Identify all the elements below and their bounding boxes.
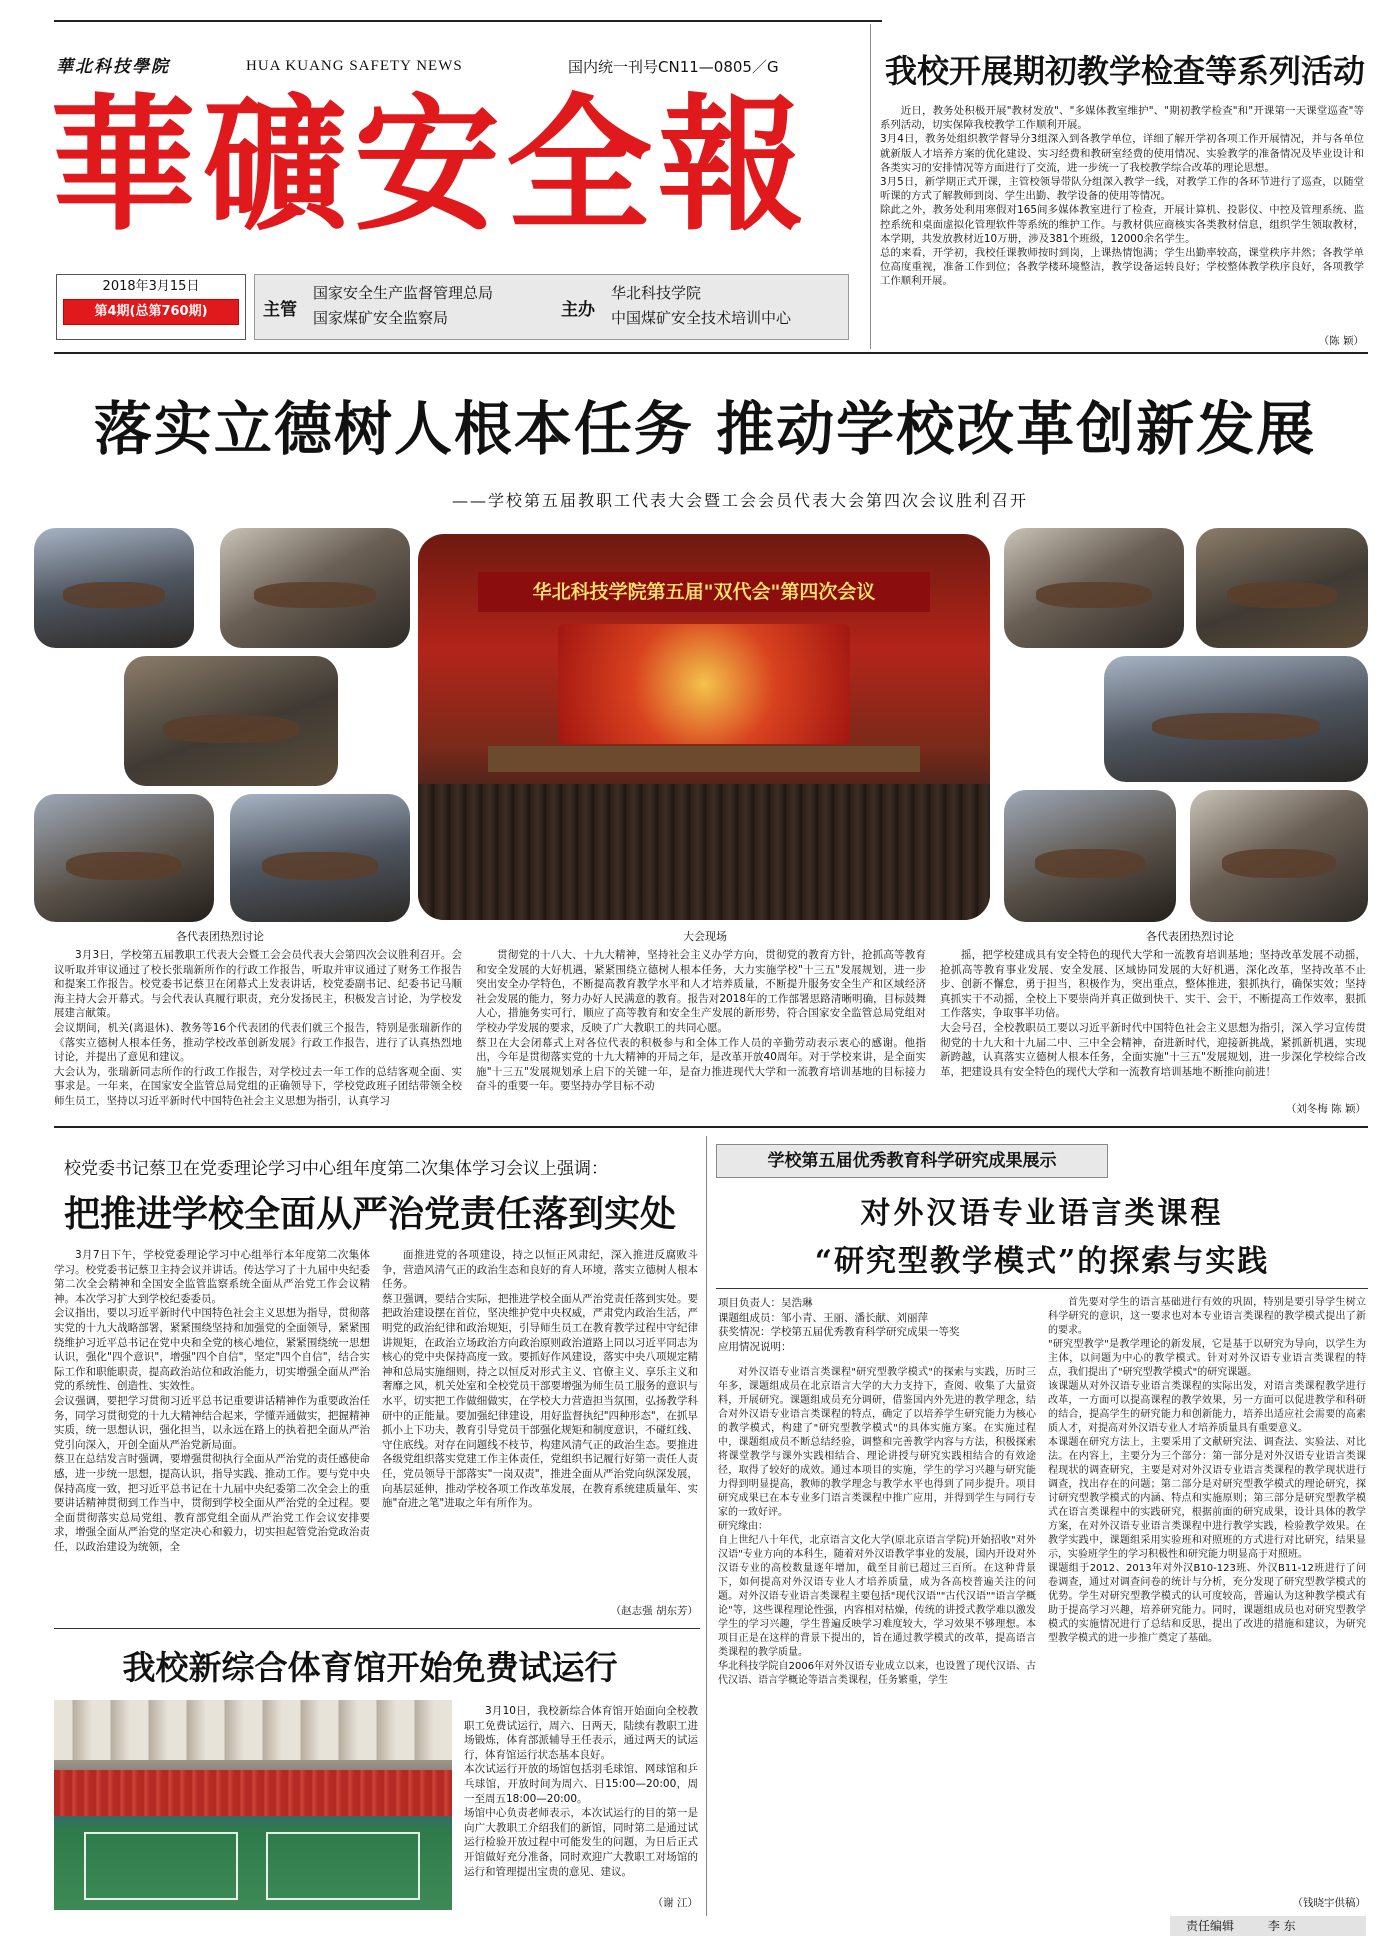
research-title-rule xyxy=(716,1288,1368,1289)
gym-article-headline: 我校新综合体育馆开始免费试运行 xyxy=(122,1648,618,1687)
sponsor-2: 中国煤矿安全技术培训中心 xyxy=(611,309,792,327)
party-article-col1: 3月7日下午，学校党委理论学习中心组举行本年度第二次集体学习。校党委书记蔡卫主持会议并讲话。传达学习了十九届中央纪委第二次全会精神和全国安全监管监察系统全面从严治党工作会议精神。本次学习扩大到学校纪委委员。 会议指出，要以习近平新时代中国特色社会主义思想为指导，贯彻落实党的十九大战略部署，紧紧围绕坚持和加强党的全面领导，紧紧围绕维护习近平总书记在党中央和全党的核心地位，紧紧围绕统一思想认识，强化"四个意识"，增强"四个自信"，坚定"四个自信"，结合实际工作和职能职责，提高政治站位和政治能力，切实增强全面从严治党的系统性、创造性、实效性。 会议强调，要把学习贯彻习近平总书记重要讲话精神作为重要政治任务，同学习贯彻党的十九大精神结合起来，学懂弄通做实，把握精神实质，统一思想认识，强化担当，以永远在路上的执着把全面从严治党引向深入，开创全面从严治党新局面。 蔡卫在总结发言时强调，要增强贯彻执行全面从严治党的责任感使命感，进一步统一思想，提高认识，指导实践、推动工作。要与党中央保持高度一致，把习近平总书记在十九届中央纪委第二次全会上的重要讲话精神贯彻到工作当中，贯彻到学校全面从严治党的全过程。要全面贯彻落实总局党组、教育部党组全面从严治党工作会议安排要求，增强全面从严治党的坚定决心和毅力，切实担起管党治党政治责任，以政治建设为统领，全 xyxy=(54,1249,370,1553)
masthead-title: 華礦安全報 xyxy=(50,81,810,251)
school-name: 華北科技學院 xyxy=(56,57,170,77)
delegation-photo-7 xyxy=(1196,528,1368,648)
meeting-article-col1: 3月3日，学校第五届教职工代表大会暨工会会员代表大会第四次会议胜利召开。会议听取并审议通过了校长张瑞新所作的行政工作报告，听取并审议通过了财务工作报告和提案工作报告。校党委书记蔡卫在闭幕式上发表讲话，校党委副书记、纪委书记马顺海主持大会开幕式。与会代表认真履行职责，充分发扬民主，积极发言讨论，为学校发展建言献策。 会议期间，机关(离退休)、教务等16个代表团的代表们就三个报告，特别是张瑞新作的《落实立德树人根本任务，推动学校改革创新发展》行政工作报告，进行了认真热烈地讨论，并提出了意见和建议。 大会认为，张瑞新同志所作的行政工作报告，对学校过去一年工作的总结客观全面、实事求是。一年来，在国家安全监管总局党组的正确领导下，学校党政班子团结带领全校师生员工，坚持以习近平新时代中国特色社会主义思想为指引，认真学习 xyxy=(54,949,462,1107)
stage-backdrop xyxy=(558,624,850,744)
sponsor-label: 主办 xyxy=(561,300,595,320)
publisher-box xyxy=(254,274,849,340)
stage-table xyxy=(488,746,920,772)
delegation-photo-4 xyxy=(34,794,214,922)
section-rule-1 xyxy=(54,352,1368,354)
party-article-rule xyxy=(54,1628,700,1629)
party-article-kicker: 校党委书记蔡卫在党委理论学习中心组年度第二次集体学习会议上强调： xyxy=(64,1159,608,1179)
supervisor-label: 主管 xyxy=(263,300,297,320)
lower-divider xyxy=(706,1136,707,1916)
main-assembly-photo xyxy=(418,534,990,920)
editor-name: 李 东 xyxy=(1267,1919,1296,1933)
caption-left: 各代表团热烈讨论 xyxy=(176,930,264,943)
meeting-article-col2: 贯彻党的十八大、十九大精神，坚持社会主义办学方向，贯彻党的教育方针，抢抓高等教育和安全发展的大好机遇，紧紧围绕立德树人根本任务，大力实施学校"十三五"发展规划，进一步突出安全办学特色，不断提高教育教学水平和人才培养质量，不断提升服务安全生产和区域经济社会发展的能力，努力办好人民满意的教育。报告对2018年的工作部署思路清晰明确，目标鼓舞人心，措施务实可行，顺应了高等教育和安全生产发展的新形势，符合国家安全监管总局党组对学校办学发展的要求，反映了广大教职工的共同心愿。 蔡卫在大会闭幕式上对各位代表的积极参与和全体工作人员的辛勤劳动表示衷心的感谢。他指出，今年是贯彻落实党的十九大精神的开局之年，是改革开放40周年。对于学校来讲，是全面实施"十三五"发展规划承上启下的关键一年，是奋力推进现代大学和一流教育培训基地的目标接力奋斗的重要一年。要坚持办学目标不动 xyxy=(476,949,926,1093)
caption-right: 各代表团热烈讨论 xyxy=(1146,930,1234,943)
top-article-headline: 我校开展期初教学检查等系列活动 xyxy=(884,52,1365,90)
delegation-photo-10 xyxy=(1190,790,1368,922)
delegation-photo-1 xyxy=(34,528,194,648)
editor-label: 责任编辑 xyxy=(1186,1919,1235,1933)
research-col2: 首先要对学生的语言基础进行有效的巩固，特别是要引导学生树立科学研究的意识，这一要求也对本专业语言类课程的教学模式提出了新的要求。 "研究型教学"是教学理论的新发展，它是基于以研究为导向，以学生为主体，以问题为中心的教学模式。针对对外汉语专业语言类课程的特点，我们提出了"研究型教学模式"的研究课题。 该课题从对外汉语专业语言类课程的实际出发，对语言类课程教学进行改革，一方面可以提高课程的教学效果，另一方面可以促进教学和科研的结合，提高学生的研究能力和创新能力，培养出适应社会需要的高素质人才，对提高对外汉语专业人才培养质量具有重要意义。 本课题在研究方法上，主要采用了文献研究法、调查法、实验法、对比法。在内容上，主要分为三个部分：第一部分是对外汉语专业语言类课程现状的调查研究，主要是对对外汉语专业语言类课程的教学现状进行调查，找出存在的问题；第二部分是对研究型教学模式的理论研究，探讨研究型教学模式的内涵、特点和实施原则；第三部分是研究型教学模式在语言类课程中的实践研究，根据前面的研究成果，设计具体的教学方案，在对外汉语专业语言类课程中进行教学实践，检验教学效果。在教学实践中，课题组采用实验班和对照班的方式进行对比研究，结果显示，实验班学生的学习积极性和研究能力明显高于对照班。 课题组于2012、2013年对外汉B10-123班、外汉B11-12班进行了问卷调查，通过对调查问卷的统计与分析，充分发现了研究型教学模式的优势。学生对研究型教学模式的认可度较高，普遍认为这种教学模式有助于提高学习兴趣，培养研究能力。同时，课题组成员也对研究型教学模式的实施情况进行了总结和反思，提出了改进的措施和建议，为研究型教学模式的进一步推广奠定了基础。 xyxy=(1048,1297,1366,1644)
main-headline: 落实立德树人根本任务 推动学校改革创新发展 xyxy=(93,395,1317,463)
audience xyxy=(418,784,990,920)
delegation-photo-2 xyxy=(220,528,410,648)
top-article-body: 近日，教务处积极开展"教材发放"、"多媒体教室维护"、"期初教学检查"和"开课第一天课堂巡查"等系列活动，切实保障我校教学工作顺利开展。 3月4日，教务处组织教学督导分3组深入到各教学单位，详细了解开学初各项工作开展情况，并与各单位就新版人才培养方案的优化建设、实习经费和教研室经费的使用情况、实验教学的准备情况及毕业设计和各类实习的安排情况等方面进行了交流，进一步统一了我校教学综合改革的理论思想。 3月5日，新学期正式开课，主管校领导带队分组深入教学一线，对教学工作的各环节进行了巡查，以随堂听课的方式了解教师到岗、学生出勤、教学设备的使用等情况。 除此之外，教务处利用寒假对165间多媒体教室进行了检查，开展计算机、投影仪、中控及管理系统、监控系统和桌面虚拟化管理软件等系统的维护工作。与教材供应商核实各类教材信息，组织学生领取教材，本学期，共发放教材近10万册，涉及381个班级，12000余名学生。 总的来看，开学初，我校任课教师按时到岗，上课热情饱满；学生出勤率较高，课堂秩序井然；各教学单位高度重视，准备工作到位；各教学楼环境整洁，教学设备运转良好；学校整体教学秩序良好，各项教学工作顺利开展。 xyxy=(880,105,1364,288)
sponsor-1: 华北科技学院 xyxy=(611,284,702,302)
supervisor-1: 国家安全生产监督管理总局 xyxy=(313,284,494,302)
assembly-banner: 华北科技学院第五届"双代会"第四次会议 xyxy=(478,572,930,612)
supervisor-2: 国家煤矿安全监察局 xyxy=(313,309,449,327)
main-subheadline: ——学校第五届教职工代表大会暨工会会员代表大会第四次会议胜利召开 xyxy=(451,491,1028,510)
meeting-article-col3: 摇，把学校建成具有安全特色的现代大学和一流教育培训基地；坚持改革发展不动摇，抢抓高等教育事业发展、安全发展、区域协同发展的大好机遇，深化改革，坚持改革不止步、创新不懈怠，勇于担当，积极作为，突出重点，整体推进，狠抓执行，确保实效；坚持真抓实干不动摇，全校上下要崇尚并真正做到快干、实干、会干，不断提高工作效率，狠抓工作落实，争取事半功倍。 大会号召，全校教职员工要以习近平新时代中国特色社会主义思想为指引，深入学习宣传贯彻党的十九大和十九届二中、三中全会精神，奋进新时代，迎接新挑战，紧抓新机遇，实现新跨越，认真落实立德树人根本任务，全面实施"十三五"发展规划，进一步深化学校综合改革，把建设具有安全特色的现代大学和一流教育培训基地不断推向前进！ xyxy=(940,949,1366,1078)
section-rule-2 xyxy=(54,1126,1368,1128)
caption-center: 大会现场 xyxy=(683,930,727,943)
delegation-photo-6 xyxy=(1004,528,1184,648)
party-article-byline: （赵志强 胡东芳） xyxy=(610,1605,698,1617)
gym-article-byline: （谢 江） xyxy=(652,1897,698,1909)
court-right xyxy=(266,1832,420,1900)
delegation-photo-3 xyxy=(124,656,338,786)
delegation-photo-5 xyxy=(230,794,410,922)
gym-article-body: 3月10日，我校新综合体育馆开始面向全校教职工免费试运行，周六、日两天，陆续有教职工进场锻炼，体育部派辅导王任表示，通过两天的试运行，体育馆运行状态基本良好。 本次试运行开放的场馆包括羽毛球馆、网球馆和乒乓球馆，开放时间为周六、日15:00—20:00，周一至周五18:00—20:00。 场馆中心负责老师表示，本次试运行的目的第一是向广大教职工介绍我们的新馆，同时第二是通过试运行检验开放过程中可能发生的问题，为日后正式开馆做好充分准备，同时欢迎广大教职工对场馆的运行和管理提出宝贵的意见、建议。 xyxy=(464,1705,698,1878)
delegation-photo-8 xyxy=(1104,656,1368,782)
research-col1: 对外汉语专业语言类课程"研究型教学模式"的探索与实践，历时三年多，课题组成员在北京语言大学的大力支持下，查阅、收集了大量资料，开展研究。课题组成员充分调研，借鉴国内外先进的教学理念，结合对外汉语专业语言类课程的特点，确定了以培养学生研究能力为核心的教学模式，构建了"研究型教学模式"的具体实施方案。在实施过程中，课题组成员不断总结经验，调整和完善教学内容与方法，积极探索将课堂教学与课外实践相结合、理论讲授与研究实践相结合的有效途径，取得了较好的成效。通过本项目的实施，学生的学习兴趣与研究能力得到明显提高，教师的教学理念与教学水平也得到了同步提升。项目研究成果已在本专业多门语言类课程中推广应用，并得到学生与同行专家的一致好评。 研究缘由： 自上世纪八十年代，北京语言文化大学(原北京语言学院)开始招收"对外汉语"专业方向的本科生，随着对外汉语教学事业的发展，国内开设对外汉语专业的高校数量逐年增加，截至目前已超过三百所。在这种背景下，如何提高对外汉语专业人才培养质量，成为各高校普遍关注的问题。对外汉语专业语言类课程主要包括"现代汉语""古代汉语""语言学概论"等，这些课程理论性强，内容相对枯燥，传统的讲授式教学难以激发学生的学习兴趣，学生普遍反映学习难度较大，学习效果不够理想。本项目正是在这样的背景下提出的，旨在通过教学模式的改革，提高语言类课程的教学质量。 华北科技学院自2006年对外汉语专业成立以来，也设置了现代汉语、古代汉语、语言学概论等语言类课程，任务繁重，学生 xyxy=(718,1367,1036,1686)
gym-roof xyxy=(54,1700,452,1760)
research-title-line2: “研究型教学模式”的探索与实践 xyxy=(814,1244,1270,1279)
gym-photo xyxy=(54,1700,452,1910)
top-rule xyxy=(54,20,882,22)
issue-date: 2018年3月15日 xyxy=(102,279,200,294)
date-box xyxy=(56,274,246,340)
research-meta: 项目负责人：吴浩琳 课题组成员：邹小青、王丽、潘长献、刘丽萍 获奖情况：学校第五届优秀教育科学研究成果一等奖 应用情况说明： xyxy=(718,1297,960,1353)
issn: 国内统一刊号CN11—0805／G xyxy=(568,58,779,76)
party-article-col2: 面推进党的各项建设，持之以恒正风肃纪，深入推进反腐败斗争，营造风清气正的政治生态和良好的育人环境，落实立德树人根本任务。 蔡卫强调，要结合实际，把推进学校全面从严治党责任落到实处。要把政治建设摆在首位，坚决维护党中央权威，严肃党内政治生活，严明党的政治纪律和政治规矩，引导师生员工在教育教学过程中守纪律讲规矩，在政治立场政治方向政治原则政治道路上同以习近平同志为核心的党中央保持高度一致。要抓好作风建设，落实中央八项规定精神和总局实施细则，持之以恒反对形式主义、官僚主义、享乐主义和奢靡之风，机关处室和全校党员干部要增强为师生员工服务的意识与水平，切实把工作做细做实，在学校大力营造担当氛围，弘扬教学科研中的正能量。要加强纪律建设，用好监督执纪"四种形态"，在抓早抓小上下功夫，教育引导党员干部强化规矩和制度意识，不碰红线、守住底线。对存在问题线不枝节，构建风清气正的政治生态。要推进各级党组织落实党建工作主体责任，党组织书记履行好第一责任人责任，党员领导干部落实"一岗双责"，推进全面从严治党向纵深发展，向基层延伸，推动学校各项工作改革发展，在教育系统建质量年、实施"奋进之笔"进取之年有所作为。 xyxy=(382,1249,698,1510)
meeting-article-byline: （刘冬梅 陈 颖） xyxy=(1285,1103,1366,1115)
research-title-line1: 对外汉语专业语言类课程 xyxy=(860,1196,1224,1231)
research-banner: 学校第五届优秀教育科学研究成果展示 xyxy=(716,1144,1108,1178)
top-article-byline: （陈 颖） xyxy=(1318,335,1364,347)
gym-seats xyxy=(54,1770,452,1816)
editor-box xyxy=(1170,1916,1366,1936)
court-left xyxy=(84,1832,238,1900)
research-byline: （钱晓宇供稿） xyxy=(1292,1897,1366,1909)
delegation-photo-9 xyxy=(1004,790,1176,922)
issue-number: 第4期(总第760期) xyxy=(63,299,239,325)
english-title: HUA KUANG SAFETY NEWS xyxy=(246,58,463,74)
masthead-divider xyxy=(870,24,871,349)
party-article-headline: 把推进学校全面从严治党责任落到实处 xyxy=(63,1193,676,1235)
